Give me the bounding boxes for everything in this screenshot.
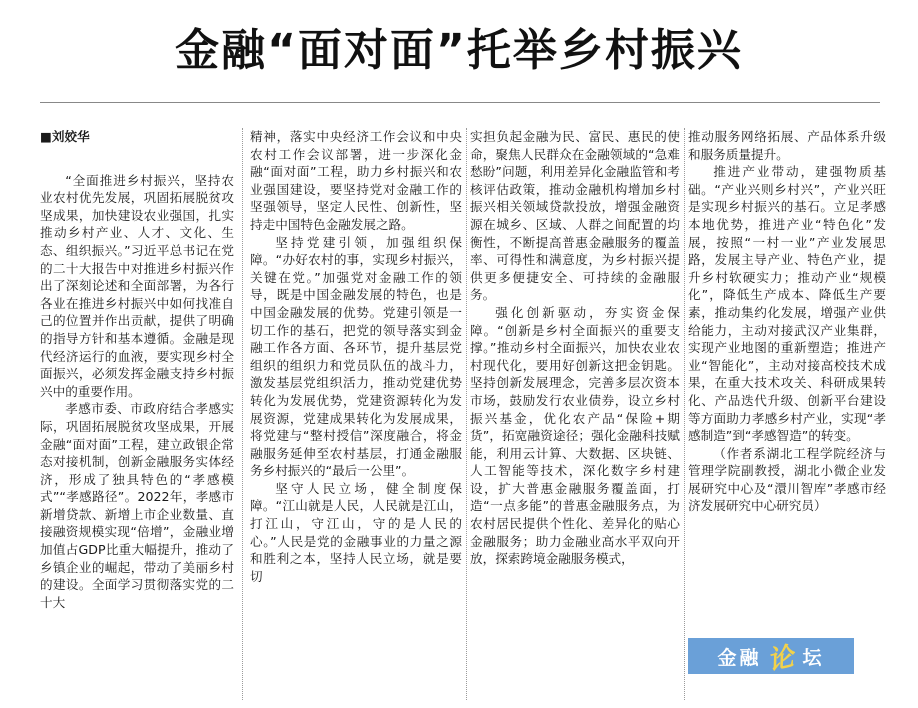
- column-4: [688, 128, 886, 628]
- column-divider: [242, 128, 243, 700]
- author-byline: ■刘姣华: [40, 129, 90, 144]
- column-3: [470, 128, 680, 703]
- paragraph: 强化创新驱动，夯实资金保障。“创新是乡村全面振兴的重要支撑。”推动乡村全面振兴，加快农业农村现代化，要用好创新这把金钥匙。坚持创新发展理念，完善多层次资本市场，鼓励发行农业债券，设立乡村振兴基金，优化农产品“保险+期货”，拓宽融资途径；强化金融科技赋能，利用云计算、大数据、区块链、人工智能等技术，深化数字乡村建设，扩大普惠金融服务覆盖面，打造“一点多能”的普惠金融服务点，为农村居民提供个性化、差异化的贴心金融服务；助力金融业高水平双向开放，探索跨境金融服务模式，: [470, 304, 680, 567]
- badge-text-left: 金融: [717, 646, 762, 669]
- badge-text-right: 坛: [802, 646, 825, 669]
- paragraph: 孝感市委、市政府结合孝感实际，巩固拓展脱贫攻坚成果，开展金融“面对面”工程，建立政银企常态对接机制，创新金融服务实体经济，形成了独具特色的“孝感模式”“孝感路径”。2022年，孝感市新增贷款、新增上市企业数量、直接融资规模实现“倍增”，金融业增加值占GDP比重大幅提升，推动了乡镇企业的崛起，带动了美丽乡村的建设。全面学习贯彻落实党的二十大: [40, 401, 234, 610]
- badge-text-mid: 论: [765, 640, 800, 677]
- paragraph: 推动服务网络拓展、产品体系升级和服务质量提升。: [688, 129, 886, 162]
- headline-divider: [40, 102, 880, 103]
- column-divider: [466, 128, 467, 700]
- paragraph: 实担负起金融为民、富民、惠民的使命，聚焦人民群众在金融领域的“急难愁盼”问题，利用差异化金融监管和考核评估政策，推动金融机构增加乡村振兴相关领域贷款投放，增强金融资源在城乡、区域、人群之间配置的均衡性，不断提高普惠金融服务的覆盖率、可得性和满意度，为乡村振兴提供更多便捷安全、可持续的金融服务。: [470, 129, 680, 303]
- paragraph: 坚持党建引领，加强组织保障。“办好农村的事，实现乡村振兴，关键在党。”加强党对金融工作的领导，既是中国金融发展的特色，也是中国金融发展的优势。党建引领是一切工作的基石，把党的领导落实到金融工作各方面、各环节，提升基层党组织的组织力和党员队伍的战斗力，激发基层党组织活力，推动党建优势转化为发展优势，党建资源转化为发展资源，党建成果转化为发展成果，将党建与“整村授信”深度融合，将金融服务延伸至农村基层，打通金融服务乡村振兴的“最后一公里”。: [250, 234, 462, 479]
- paragraph: “全面推进乡村振兴，坚持农业农村优先发展，巩固拓展脱贫攻坚成果，加快建设农业强国，扎实推动乡村产业、人才、文化、生态、组织振兴。”习近平总书记在党的二十大报告中对推进乡村振兴作出了深刻论述和全面部署，为各行各业在推进乡村振兴中如何找准自己的位置并作出贡献，提供了明确的指导方针和基本遵循。金融是现代经济运行的血液，要实现乡村全面振兴，必须发挥金融支持乡村振兴中的重要作用。: [40, 172, 234, 399]
- author-note: （作者系湖北工程学院经济与管理学院副教授，湖北小微企业发展研究中心及“澴川智库”孝感市经济发展研究中心研究员）: [688, 445, 886, 514]
- column-1: [40, 128, 234, 703]
- section-badge-finance-forum: [688, 638, 854, 677]
- paragraph: 推进产业带动，建强物质基础。“产业兴则乡村兴”，产业兴旺是实现乡村振兴的基石。立足孝感本地优势，推进产业“特色化”发展，按照“一村一业”产业发展思路，发展主导产业、特色产业，提升乡村软硬实力；推动产业“规模化”，降低生产成本、降低生产要素，推动集约化发展，增强产业供给能力，主动对接武汉产业集群，实现产业地图的重新塑造；推进产业“智能化”，主动对接高校技术成果，在重大技术攻关、科研成果转化、产品迭代升级、创新平台建设等方面助力孝感乡村产业，实现“孝感制造”到“孝感智造”的转变。: [688, 164, 886, 444]
- article-headline: 金融“面对面”托举乡村振兴: [175, 25, 743, 76]
- column-2: [250, 128, 462, 703]
- paragraph: 精神，落实中央经济工作会议和中央农村工作会议部署，进一步深化金融“面对面”工程，助力乡村振兴和农业强国建设，要坚持党对金融工作的坚强领导，坚定人民性、创新性，坚持走中国特色金融发展之路。: [250, 129, 462, 232]
- column-divider: [684, 128, 685, 700]
- paragraph: 坚守人民立场，健全制度保障。“江山就是人民，人民就是江山，打江山，守江山，守的是人民的心。”人民是党的金融事业的力量之源和胜利之本，坚持人民立场，就是要切: [250, 480, 462, 584]
